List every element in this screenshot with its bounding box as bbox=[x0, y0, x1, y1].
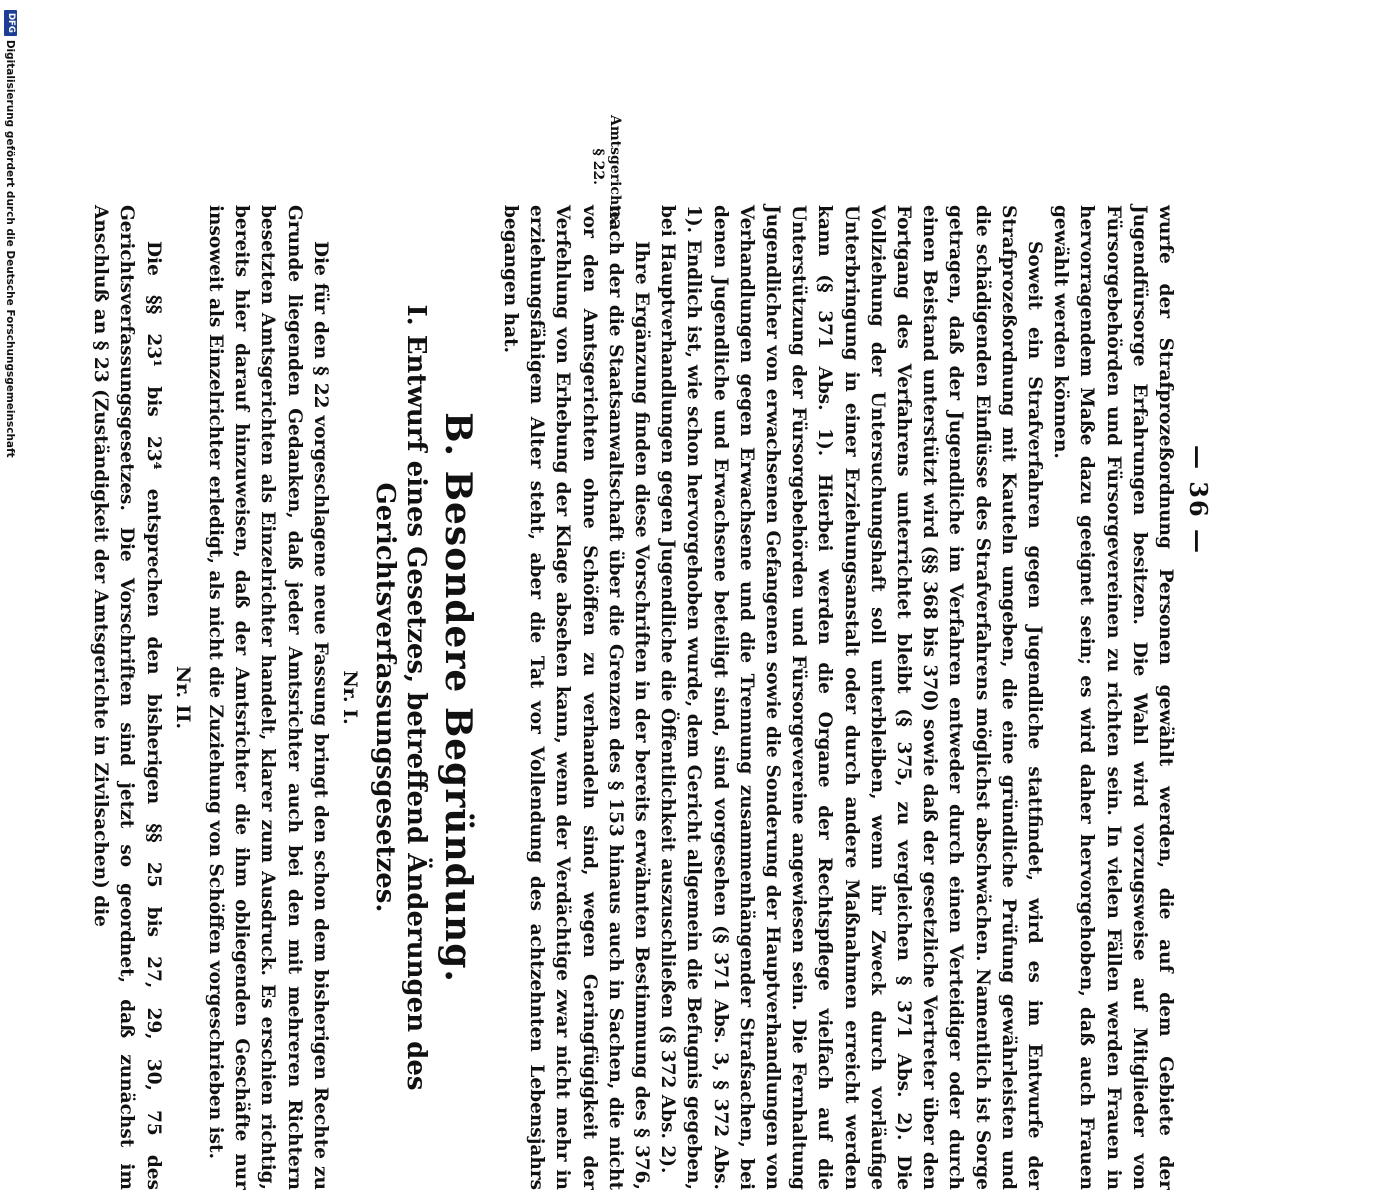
nr2-paragraph: Die §§ 23¹ bis 23⁴ entsprechen den bisherigen §§ 25 bis 27, 29, 30, 75 des Gerichtsverfassungsgesetzes. Die Vorschriften sind jetzt so geordnet, daß zunächst im Anschluß an § 23 (Zuständigkeit der Amtsgerichte in Zivilsachen) die bbox=[90, 205, 164, 1190]
sub-heading: I. Entwurf eines Gesetzes, betreffend Änderungen des Gerichtsverfassungsgesetzes. bbox=[369, 304, 431, 1091]
nr2-heading: Nr. II. bbox=[171, 665, 194, 730]
nr1-paragraph: Die für den § 22 vorgeschlagene neue Fassung bringt den schon dem bisherigen Rechte zu Grunde liegenden Gedanken, daß jeder Amtsrichter auch bei den mit mehreren Richtern besetzten Amtsgerichten als Einzelrichter handelt, klarer zum Ausdruck. Es erschien richtig, bereits hier darauf hinzuweisen, daß der Amtsrichter die ihm obliegenden Geschäfte nur insoweit als Einzelrichter erledigt, als nicht die Zuziehung von Schöffen vorgeschrieben ist. bbox=[204, 205, 331, 1190]
margin-note bbox=[589, 115, 623, 226]
dfg-logo: DFG bbox=[4, 10, 17, 36]
nr1-heading: Nr. I. bbox=[338, 670, 361, 725]
margin-note-title: Amtsgerichte. bbox=[607, 115, 623, 226]
section-heading: B. Besondere Begründung. bbox=[436, 412, 479, 983]
digitization-credit bbox=[4, 10, 17, 1000]
margin-note-section: § 22. bbox=[590, 148, 606, 185]
credit-text: Digitalisierung gefördert durch die Deutsche Forschungsgemeinschaft bbox=[4, 39, 17, 458]
body-text bbox=[87, 205, 1178, 1190]
paragraph-1: wurfe der Strafprozeßordnung Personen gewählt werden, die auf dem Gebiete der Jugendfürsorge Erfahrungen besitzen. Die Wahl wird vorzugsweise auf Mitglieder von Fürsorgebehörden und Fürsorgevereinen zu richten sein. In vielen Fällen werden Frauen in hervorragendem Maße dazu geeignet sein; es wird daher hervorgehoben, daß auch Frauen gewählt werden können. bbox=[1050, 205, 1176, 1190]
paragraph-3: Ihre Ergänzung finden diese Vorschriften in der bereits erwähnten Bestimmung des § 376, nach der die Staatsanwaltschaft über die Grenzen des § 153 hinaus auch in Sachen, die nicht vor den Amtsgerichten ohne Schöffen zu verhandeln sind, wegen Geringfügigkeit der Verfehlung von Erhebung der Klage absehen kann, wenn der Verdächtige zwar nicht mehr in erziehungsfähigem Alter steht, aber die Tat vor Vollendung des achtzehnten Lebensjahrs begangen hat. bbox=[499, 205, 652, 1190]
paragraph-2: Soweit ein Strafverfahren gegen Jugendliche stattfindet, wird es im Entwurfe der Strafprozeßordnung mit Kauteln umgeben, die eine gründliche Prüfung gewährleisten und die schädigenden Einflüsse des Strafverfahrens möglichst abschwächen. Namentlich ist Sorge getragen, daß der Jugendliche im Verfahren entweder durch einen Verteidiger oder durch einen Beistand unterstützt wird (§§ 368 bis 370) sowie daß der gesetzliche Vertreter über den Fortgang des Verfahrens unterrichtet bleibt (§ 375, zu vergleichen § 371 Abs. 2). Die Vollziehung der Untersuchungshaft soll unterbleiben, wenn ihr Zweck durch vorläufige Unterbringung in einer Erziehungsanstalt oder durch andere Maßnahmen erreicht werden kann (§ 371 Abs. 1). Hierbei werden die Organe der Rechtspflege vielfach auf die Unterstützung der Fürsorgebehörden und Fürsorgevereine angewiesen sein. Die Fernhaltung Jugendlicher von erwachsenen Gefangenen sowie die Sonderung der Hauptverhandlungen von Verhandlungen gegen Erwachsene und die Trennung zusammenhängender Strafsachen, bei denen Jugendliche und Erwachsene beteiligt sind, sind vorgesehen (§ 371 Abs. 3, § 372 Abs. 1). Endlich ist, wie schon hervorgehoben wurde, dem Gericht allgemein die Befugnis gegeben, bei Hauptverhandlungen gegen Jugendliche die Öffentlichkeit auszuschließen (§ 372 Abs. 2). bbox=[657, 205, 1045, 1190]
page-number: — 36 — bbox=[1184, 444, 1213, 556]
